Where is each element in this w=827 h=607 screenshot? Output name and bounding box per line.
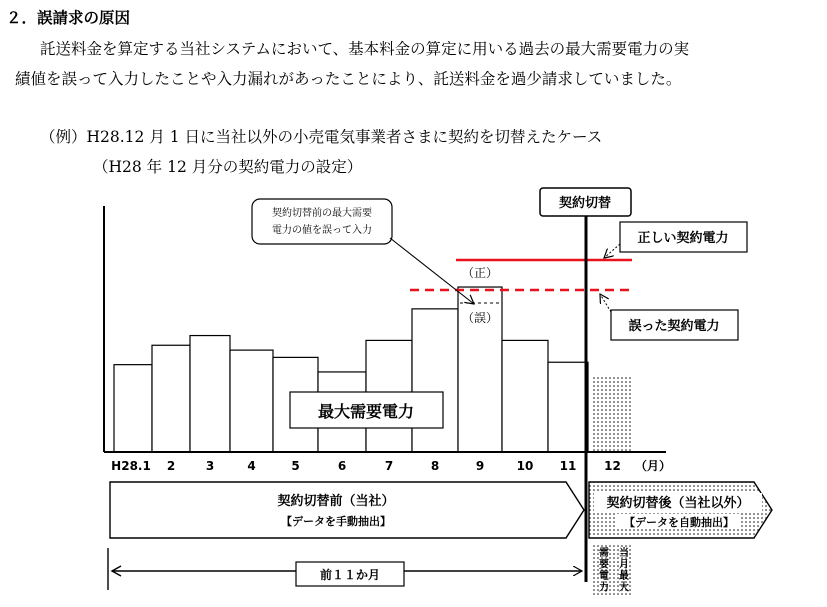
correct-power-label: 正しい契約電力 (637, 231, 729, 246)
series-label: 最大需要電力 (317, 402, 415, 421)
vertical-label-char: 月 (619, 559, 629, 571)
bar-12 (592, 377, 633, 452)
span-label: 前１１か月 (319, 568, 381, 582)
tick-label-11: 11 (559, 459, 577, 473)
vertical-label-char: 力 (599, 582, 609, 594)
bar-4 (230, 350, 273, 452)
tick-label-2: 2 (166, 459, 176, 473)
tick-label-6: 6 (337, 459, 347, 473)
after-band-subtitle: 【データを自動抽出】 (624, 516, 734, 529)
tick-labels-group (111, 459, 621, 473)
bar-10 (502, 340, 548, 452)
tick-label-8: 8 (430, 459, 440, 473)
before-band (110, 482, 584, 538)
bar-3 (190, 336, 230, 452)
wrong-power-arrow (600, 294, 611, 312)
tick-label-7: 7 (384, 459, 394, 473)
bar-1 (114, 365, 152, 452)
paragraph-line-2: 績値を誤って入力したことや入力漏れがあったことにより、託送料金を過少請求していました。 (15, 70, 682, 88)
example-subtitle: （H28 年 12 月分の契約電力の設定） (93, 158, 363, 176)
wrong-input-callout-line2: 電力の値を誤って入力 (272, 225, 372, 236)
vertical-label-char: 電 (599, 571, 609, 582)
vertical-label-char: 需 (599, 548, 609, 559)
wrong-input-callout-line1: 契約切替前の最大需要 (272, 208, 372, 219)
before-band-title: 契約切替前（当社） (277, 494, 395, 509)
tick-label-1: H28.1 (111, 459, 151, 473)
tick-label-10: 10 (516, 459, 534, 473)
bar-2 (152, 345, 190, 452)
bar-11 (548, 362, 588, 452)
vertical-label-char: 最 (619, 571, 629, 582)
bar-8 (412, 309, 458, 452)
wrong-input-callout-box (252, 199, 392, 244)
before-band-subtitle: 【データを手動抽出】 (281, 515, 391, 528)
axis-unit-label: （月） (635, 459, 672, 473)
tick-label-9: 9 (475, 459, 485, 473)
wrong-mark-label: （誤） (462, 311, 499, 325)
correct-mark-label: （正） (462, 266, 499, 280)
example-title: （例）H28.12 月 1 日に当社以外の小売電気事業者さまに契約を切替えたケース (40, 128, 603, 146)
section-heading: ２．誤請求の原因 (6, 9, 131, 27)
vertical-label-char: 当 (619, 548, 629, 559)
tick-label-12: 12 (604, 459, 621, 473)
correct-power-arrow (604, 244, 620, 258)
after-band-title: 契約切替後（当社以外） (606, 496, 750, 511)
vertical-label-char: 大 (619, 582, 629, 594)
switch-label: 契約切替 (558, 196, 612, 211)
tick-label-3: 3 (205, 459, 215, 473)
tick-label-4: 4 (247, 459, 256, 473)
paragraph-line-1: 託送料金を算定する当社システムにおいて、基本料金の算定に用いる過去の最大需要電力の実 (40, 40, 690, 58)
wrong-power-label: 誤った契約電力 (628, 319, 720, 334)
tick-label-5: 5 (291, 459, 300, 473)
vertical-label-char: 要 (599, 559, 609, 571)
